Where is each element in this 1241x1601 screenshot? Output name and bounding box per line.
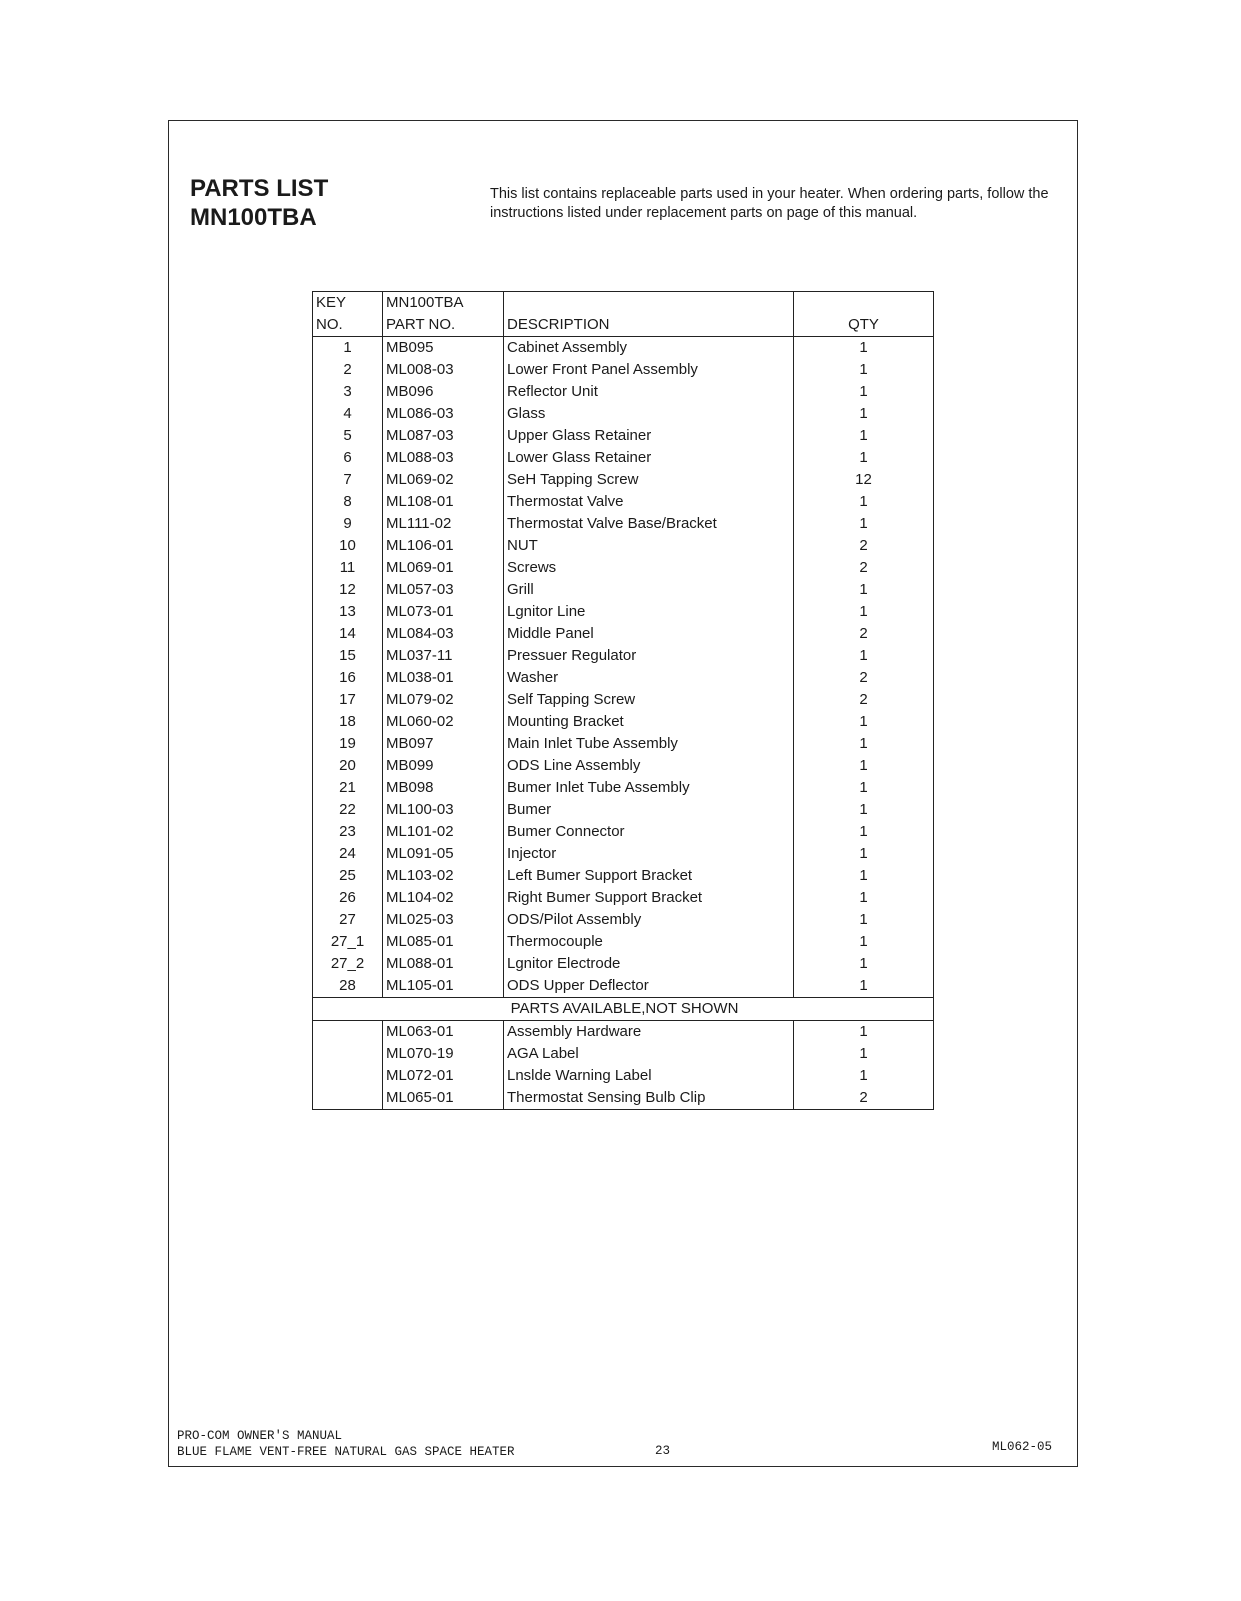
table-row [313, 733, 934, 755]
table-row [313, 711, 934, 733]
key-cell: 5 [313, 425, 383, 447]
part-number-cell: ML101-02 [383, 821, 504, 843]
part-number-cell: MB098 [383, 777, 504, 799]
description-cell: Pressuer Regulator [504, 645, 794, 667]
qty-cell: 1 [794, 953, 934, 975]
description-cell: Lower Glass Retainer [504, 447, 794, 469]
qty-cell: 1 [794, 799, 934, 821]
footer-line-2: BLUE FLAME VENT-FREE NATURAL GAS SPACE HEATER [177, 1445, 515, 1459]
description-cell: Assembly Hardware [504, 1021, 794, 1044]
description-cell: Grill [504, 579, 794, 601]
table-row [313, 645, 934, 667]
page-title [190, 174, 328, 232]
key-cell: 3 [313, 381, 383, 403]
key-cell [313, 1087, 383, 1110]
key-cell: 9 [313, 513, 383, 535]
key-cell: 19 [313, 733, 383, 755]
description-cell: Reflector Unit [504, 381, 794, 403]
key-cell: 14 [313, 623, 383, 645]
parts-table [312, 291, 934, 1110]
part-number-cell: ML085-01 [383, 931, 504, 953]
table-row [313, 601, 934, 623]
qty-cell: 1 [794, 491, 934, 513]
table-row [313, 887, 934, 909]
title-line-1: PARTS LIST [190, 175, 329, 202]
key-cell: 7 [313, 469, 383, 491]
table-row [313, 1021, 934, 1044]
description-cell: Lgnitor Electrode [504, 953, 794, 975]
key-cell: 1 [313, 337, 383, 360]
qty-cell: 1 [794, 755, 934, 777]
intro-text: This list contains replaceable parts used in your heater. When ordering parts, follow the instructions listed under replacement parts on page of this manual. [490, 186, 1049, 221]
header-qty: QTY [794, 314, 934, 337]
header-key-line2: NO. [313, 314, 383, 337]
table-row [313, 1065, 934, 1087]
part-number-cell: ML038-01 [383, 667, 504, 689]
table-row [313, 667, 934, 689]
key-cell: 10 [313, 535, 383, 557]
header-key-line1: KEY [313, 292, 383, 315]
key-cell: 25 [313, 865, 383, 887]
key-cell: 15 [313, 645, 383, 667]
part-number-cell: ML079-02 [383, 689, 504, 711]
qty-cell: 2 [794, 667, 934, 689]
qty-cell: 1 [794, 1043, 934, 1065]
part-number-cell: ML063-01 [383, 1021, 504, 1044]
table-row [313, 1043, 934, 1065]
part-number-cell: ML103-02 [383, 865, 504, 887]
key-cell [313, 1065, 383, 1087]
key-cell: 2 [313, 359, 383, 381]
description-cell: ODS Upper Deflector [504, 975, 794, 998]
description-cell: Thermostat Valve [504, 491, 794, 513]
qty-cell: 1 [794, 777, 934, 799]
table-row [313, 557, 934, 579]
table-row [313, 535, 934, 557]
description-cell: Screws [504, 557, 794, 579]
part-number-cell: ML060-02 [383, 711, 504, 733]
part-number-cell: ML070-19 [383, 1043, 504, 1065]
description-cell: Bumer [504, 799, 794, 821]
part-number-cell: ML108-01 [383, 491, 504, 513]
description-cell: Mounting Bracket [504, 711, 794, 733]
qty-cell: 1 [794, 359, 934, 381]
part-number-cell: ML087-03 [383, 425, 504, 447]
key-cell: 27_2 [313, 953, 383, 975]
part-number-cell: MB096 [383, 381, 504, 403]
qty-cell: 1 [794, 843, 934, 865]
qty-cell: 1 [794, 821, 934, 843]
header-part-line2: PART NO. [383, 314, 504, 337]
key-cell: 20 [313, 755, 383, 777]
qty-cell: 12 [794, 469, 934, 491]
header-description: DESCRIPTION [504, 314, 794, 337]
description-cell: Thermocouple [504, 931, 794, 953]
table-row [313, 579, 934, 601]
footer-line-1: PRO-COM OWNER'S MANUAL [177, 1429, 343, 1443]
key-cell: 13 [313, 601, 383, 623]
key-cell: 23 [313, 821, 383, 843]
section-label: PARTS AVAILABLE,NOT SHOWN [313, 998, 934, 1021]
table-row [313, 865, 934, 887]
part-number-cell: ML065-01 [383, 1087, 504, 1110]
qty-cell: 2 [794, 557, 934, 579]
description-cell: SeH Tapping Screw [504, 469, 794, 491]
table-row [313, 755, 934, 777]
table-row [313, 975, 934, 998]
qty-cell: 1 [794, 931, 934, 953]
header-part-line1: MN100TBA [383, 292, 504, 315]
qty-cell: 1 [794, 909, 934, 931]
key-cell: 28 [313, 975, 383, 998]
section-row [313, 998, 934, 1021]
table-row [313, 799, 934, 821]
table-row [313, 821, 934, 843]
part-number-cell: ML073-01 [383, 601, 504, 623]
qty-cell: 2 [794, 1087, 934, 1110]
qty-cell: 1 [794, 601, 934, 623]
description-cell: Left Bumer Support Bracket [504, 865, 794, 887]
key-cell: 21 [313, 777, 383, 799]
key-cell: 16 [313, 667, 383, 689]
part-number-cell: ML072-01 [383, 1065, 504, 1087]
key-cell: 27 [313, 909, 383, 931]
part-number-cell: ML008-03 [383, 359, 504, 381]
part-number-cell: ML088-03 [383, 447, 504, 469]
qty-cell: 1 [794, 711, 934, 733]
part-number-cell: ML086-03 [383, 403, 504, 425]
table-row [313, 425, 934, 447]
description-cell: AGA Label [504, 1043, 794, 1065]
description-cell: Bumer Inlet Tube Assembly [504, 777, 794, 799]
qty-cell: 1 [794, 403, 934, 425]
qty-cell: 1 [794, 447, 934, 469]
table-row [313, 623, 934, 645]
key-cell: 11 [313, 557, 383, 579]
qty-cell: 1 [794, 865, 934, 887]
part-number-cell: ML111-02 [383, 513, 504, 535]
part-number-cell: ML091-05 [383, 843, 504, 865]
part-number-cell: ML037-11 [383, 645, 504, 667]
table-row [313, 513, 934, 535]
description-cell: Lgnitor Line [504, 601, 794, 623]
description-cell: ODS Line Assembly [504, 755, 794, 777]
description-cell: Right Bumer Support Bracket [504, 887, 794, 909]
table-row [313, 403, 934, 425]
description-cell: ODS/Pilot Assembly [504, 909, 794, 931]
description-cell: Thermostat Valve Base/Bracket [504, 513, 794, 535]
key-cell: 22 [313, 799, 383, 821]
table-row [313, 447, 934, 469]
description-cell: Glass [504, 403, 794, 425]
table-header-row-2 [313, 314, 934, 337]
table-row [313, 843, 934, 865]
document-code: ML062-05 [992, 1440, 1053, 1454]
part-number-cell: MB095 [383, 337, 504, 360]
description-cell: Lnslde Warning Label [504, 1065, 794, 1087]
part-number-cell: ML069-01 [383, 557, 504, 579]
qty-cell: 1 [794, 645, 934, 667]
key-cell: 26 [313, 887, 383, 909]
qty-cell: 1 [794, 579, 934, 601]
qty-cell: 1 [794, 513, 934, 535]
qty-cell: 2 [794, 689, 934, 711]
qty-cell: 2 [794, 623, 934, 645]
table-row [313, 359, 934, 381]
part-number-cell: MB097 [383, 733, 504, 755]
page-number: 23 [655, 1444, 671, 1458]
part-number-cell: ML100-03 [383, 799, 504, 821]
key-cell: 6 [313, 447, 383, 469]
key-cell: 17 [313, 689, 383, 711]
qty-cell: 1 [794, 887, 934, 909]
table-row [313, 777, 934, 799]
key-cell: 4 [313, 403, 383, 425]
key-cell: 24 [313, 843, 383, 865]
description-cell: Self Tapping Screw [504, 689, 794, 711]
description-cell: Thermostat Sensing Bulb Clip [504, 1087, 794, 1110]
key-cell: 27_1 [313, 931, 383, 953]
table-row [313, 931, 934, 953]
part-number-cell: ML104-02 [383, 887, 504, 909]
qty-cell: 1 [794, 425, 934, 447]
description-cell: NUT [504, 535, 794, 557]
header-qty-spacer [794, 292, 934, 315]
description-cell: Injector [504, 843, 794, 865]
part-number-cell: ML069-02 [383, 469, 504, 491]
qty-cell: 2 [794, 535, 934, 557]
key-cell: 12 [313, 579, 383, 601]
part-number-cell: ML084-03 [383, 623, 504, 645]
part-number-cell: MB099 [383, 755, 504, 777]
header-desc-spacer [504, 292, 794, 315]
qty-cell: 1 [794, 1021, 934, 1044]
part-number-cell: ML057-03 [383, 579, 504, 601]
table-row [313, 909, 934, 931]
key-cell [313, 1021, 383, 1044]
key-cell: 18 [313, 711, 383, 733]
footer-text [177, 1428, 515, 1460]
title-line-2: MN100TBA [190, 204, 317, 231]
description-cell: Bumer Connector [504, 821, 794, 843]
qty-cell: 1 [794, 381, 934, 403]
key-cell [313, 1043, 383, 1065]
part-number-cell: ML025-03 [383, 909, 504, 931]
table-row [313, 953, 934, 975]
table-row [313, 1087, 934, 1110]
qty-cell: 1 [794, 733, 934, 755]
qty-cell: 1 [794, 1065, 934, 1087]
part-number-cell: ML105-01 [383, 975, 504, 998]
description-cell: Lower Front Panel Assembly [504, 359, 794, 381]
description-cell: Cabinet Assembly [504, 337, 794, 360]
description-cell: Middle Panel [504, 623, 794, 645]
table-row [313, 491, 934, 513]
qty-cell: 1 [794, 975, 934, 998]
description-cell: Main Inlet Tube Assembly [504, 733, 794, 755]
key-cell: 8 [313, 491, 383, 513]
description-cell: Washer [504, 667, 794, 689]
qty-cell: 1 [794, 337, 934, 360]
table-row [313, 337, 934, 360]
table-row [313, 381, 934, 403]
table-header-row-1 [313, 292, 934, 315]
table-row [313, 689, 934, 711]
description-cell: Upper Glass Retainer [504, 425, 794, 447]
part-number-cell: ML106-01 [383, 535, 504, 557]
part-number-cell: ML088-01 [383, 953, 504, 975]
table-row [313, 469, 934, 491]
